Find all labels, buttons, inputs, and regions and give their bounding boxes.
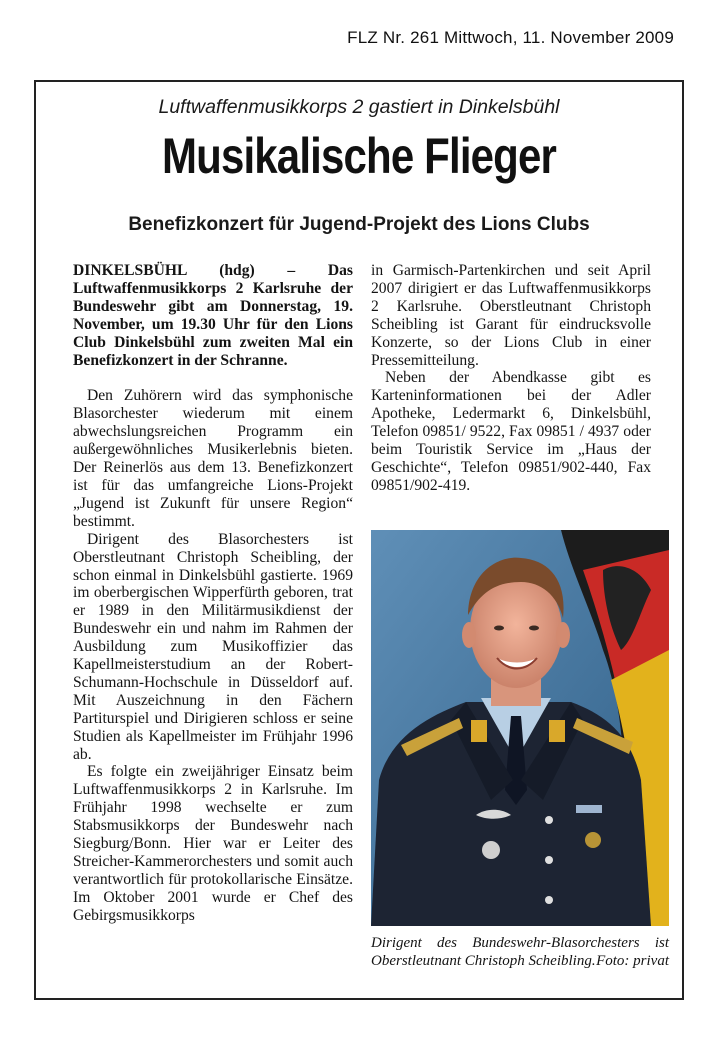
article-subhead: Benefizkonzert für Jugend-Projekt des Lions Clubs [128,214,590,235]
body-paragraph: in Garmisch-Partenkirchen und seit April 2007 dirigiert er das Luftwaffenmusikkorps 2 Karlsruhe. Oberstleutnant Christoph Scheibling ist Garant für eindrucksvolle Konzerte, so der Lions Club in einer Pressemitteilung. [371,262,651,369]
caption-text: Dirigent des Bundeswehr-Blasorchesters ist Oberstleutnant Christoph Scheibling. [371,935,669,969]
body-paragraph: Dirigent des Blasorchesters ist Oberstleutnant Christoph Scheibling, der schon einmal in Dinkelsbühl gastierte. 1969 im oberbergischen Wipperfürth geboren, trat er 1989 in den Militärmusikdienst der Bundeswehr ein und nahm im Rahmen der Ausbildung zum Musikoffizier das Kapellmeisterstudium an der Robert-Schumann-Hochschule in Düsseldorf auf. Mit Auszeichnung in den Fächern Partiturspiel und Dirigieren schloss er seine Studien als Kapellmeister im Frühjahr 1996 ab. [73,530,353,763]
photo-credit: Foto: privat [596,953,669,969]
body-paragraph: Neben der Abendkasse gibt es Karteninformationen bei der Adler Apotheke, Ledermarkt 6, Dinkelsbühl, Telefon 09851/ 9522, Fax 09851 / 4937 oder beim Touristik Service im „Haus der Geschichte“, Telefon 09851/902-440, Fax 09851/902-419. [371,369,651,494]
article-column-left [73,262,353,925]
photo-caption [371,934,669,970]
article-frame [34,80,684,1000]
article-column-right [371,262,651,495]
article-lead [73,262,353,369]
lead-text: DINKELSBÜHL (hdg) – Das Luftwaffenmusikkorps 2 Karlsruhe der Bundeswehr gibt am Donnerstag, 19. November, um 19.30 Uhr für den Lions Club Dinkelsbühl zum zweiten Mal ein Benefizkonzert in der Schranne. [73,262,353,369]
body-paragraph: Den Zuhörern wird das symphonische Blasorchester wiederum mit einem abwechslungsreichen Programm ein außergewöhnliches Musikerlebnis bieten. Der Reinerlös aus dem 13. Benefizkonzert ist für das umfangreiche Lions-Projekt „Jugend ist Zukunft für unsere Region“ bestimmt. [73,387,353,530]
conductor-photo [371,530,669,926]
newspaper-dateline: FLZ Nr. 261 Mittwoch, 11. November 2009 [347,28,674,47]
article-kicker: Luftwaffenmusikkorps 2 gastiert in Dinkelsbühl [158,96,560,118]
article-headline: Musikalische Flieger [161,128,557,184]
body-paragraph: Es folgte ein zweijähriger Einsatz beim Luftwaffenmusikkorps 2 in Karlsruhe. Im Frühjahr 1998 wechselte er zum Stabsmusikkorps der Bundeswehr nach Siegburg/Bonn. Hier war er Leiter des Streicher-Kammerorchesters und somit auch verantwortlich für protokollarische Einsätze. Im Oktober 2001 wurde er Chef des Gebirgsmusikkorps [73,763,353,924]
